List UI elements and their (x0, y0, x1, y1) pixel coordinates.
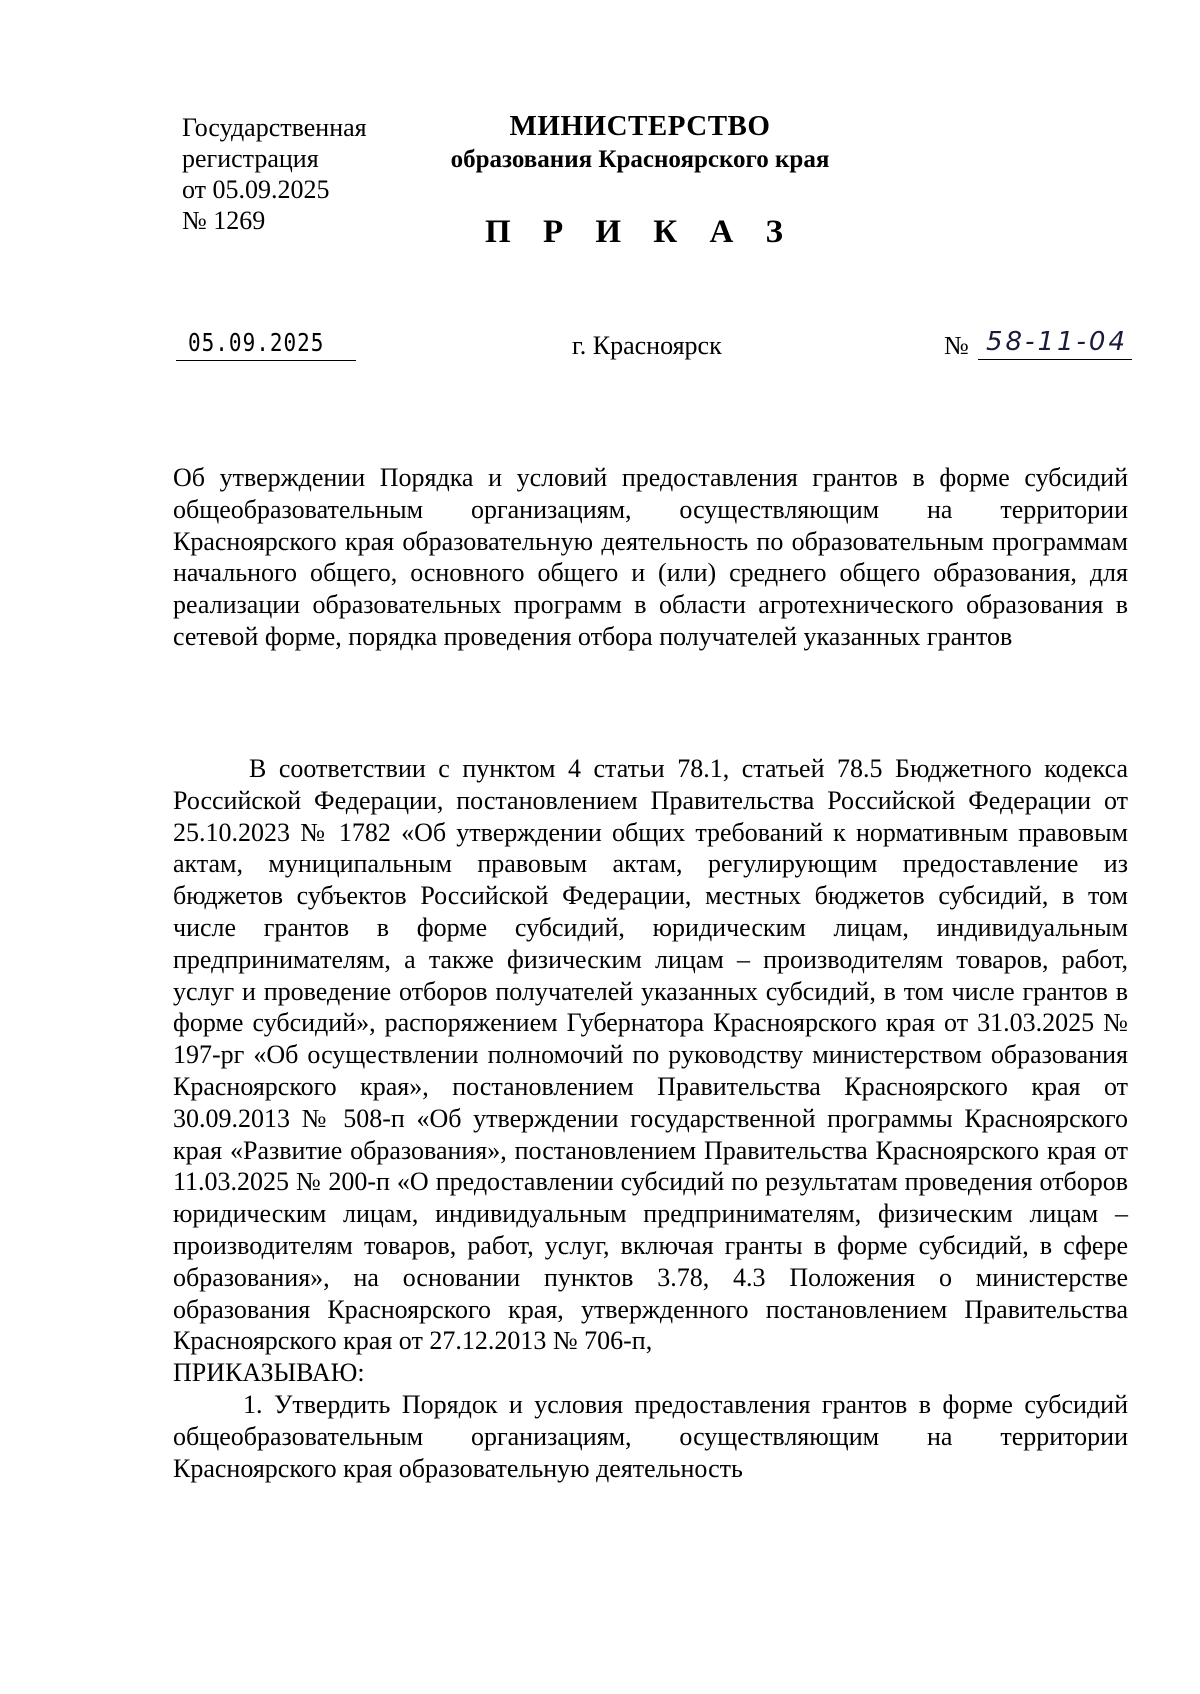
registration-date: от 05.09.2025 (182, 175, 330, 204)
registration-number: № 1269 (182, 206, 266, 235)
registration-line: Государственная (182, 113, 367, 142)
ministry-subtitle: образования Красноярского края (450, 146, 830, 173)
registration-line: регистрация (182, 144, 319, 173)
document-type-title: П Р И К А З (485, 214, 795, 250)
subject-text: Об утверждении Порядка и условий предоставления грантов в форме субсидий общеобразовательным организациям, осуществляющим на территории Красноярского края образовательную деятельность по образовательным программам начального общего, основного общего и (или) среднего общего образования, для реализации образовательных программ в области агротехнического образования в сетевой форме, порядка проведения отбора получателей указанных грантов (173, 463, 1128, 651)
order-number: 58-11-04 (978, 326, 1132, 360)
order-body (173, 753, 1128, 1484)
order-word: ПРИКАЗЫВАЮ: (173, 1358, 365, 1388)
order-city: г. Красноярск (572, 331, 722, 360)
order-subject (173, 462, 1128, 653)
order-date-field (176, 326, 356, 361)
order-item-1: 1. Утвердить Порядок и условия предоставления грантов в форме субсидий общеобразовательным организациям, осуществляющим на территории Красноярского края образовательную деятельность (173, 1389, 1128, 1483)
preamble-paragraph: В соответствии с пунктом 4 статьи 78.1, статьей 78.5 Бюджетного кодекса Российской Федерации, постановлением Правительства Российской Федерации от 25.10.2023 № 1782 «Об утверждении общих требований к нормативным правовым актам, муниципальным правовым актам, регулирующим предоставление из бюджетов субъектов Российской Федерации, местных бюджетов субсидий, в том числе грантов в форме субсидий, юридическим лицам, индивидуальным предпринимателям, а также физическим лицам – производителям товаров, работ, услуг и проведение отборов получателей указанных субсидий, в том числе грантов в форме субсидий», распоряжением Губернатора Красноярского края от 31.03.2025 № 197-рг «Об осуществлении полномочий по руководству министерством образования Красноярского края», постановлением Правительства Красноярского края от 30.09.2013 № 508-п «Об утверждении государственной программы Красноярского края «Развитие образования», постановлением Правительства Красноярского края от 11.03.2025 № 200-п «О предоставлении субсидий по результатам проведения отборов юридическим лицам, индивидуальным предпринимателям, физическим лицам – производителям товаров, работ, услуг, включая гранты в форме субсидий, в сфере образования», на основании пунктов 3.78, 4.3 Положения о министерстве образования Красноярского края, утвержденного постановлением Правительства Красноярского края от 27.12.2013 № 706-п, (173, 754, 1128, 1356)
order-number-label: № (944, 331, 969, 360)
ministry-title: МИНИСТЕРСТВО (509, 110, 771, 142)
registration-stamp (182, 112, 367, 236)
order-date: 05.09.2025 (188, 328, 325, 358)
ministry-header (410, 108, 870, 176)
